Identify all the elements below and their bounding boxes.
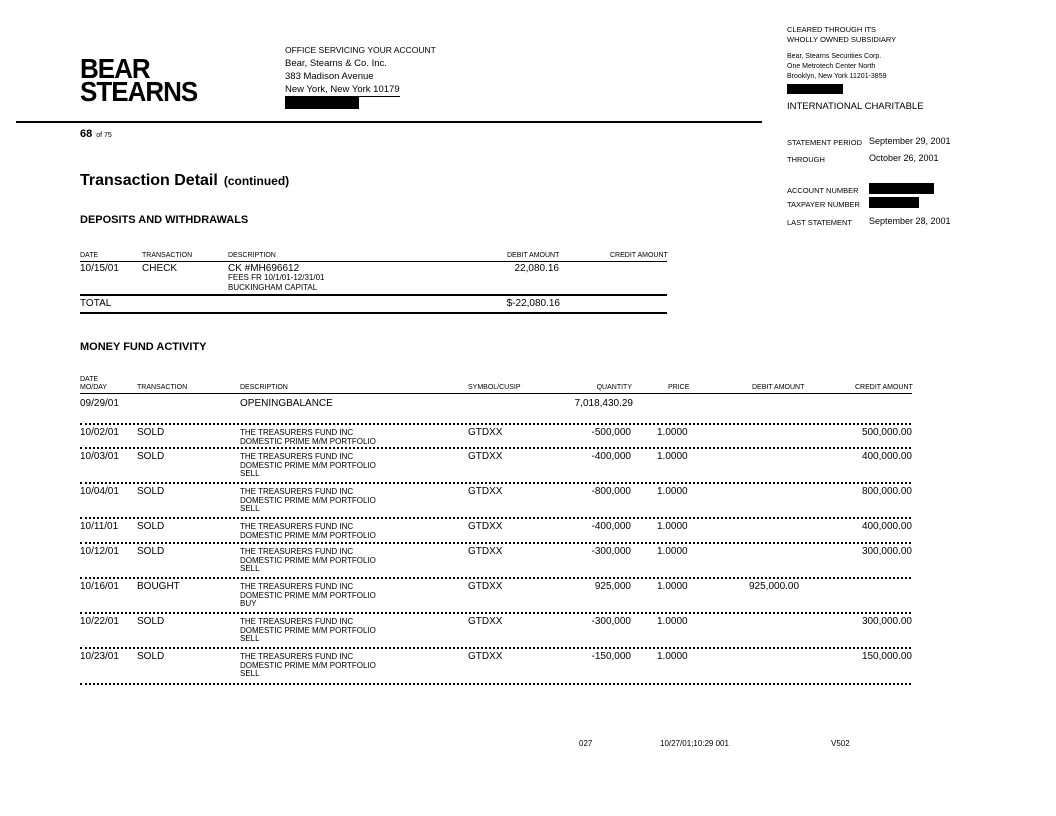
mf-cell-transaction: SOLD [137, 451, 165, 462]
mf-cell-date: 10/23/01 [80, 651, 119, 662]
row-separator [80, 517, 911, 519]
mf-cell-desc1: THE TREASURERS FUND INC [240, 487, 354, 496]
period-label: STATEMENT PERIOD [787, 138, 863, 147]
mf-cell-credit: 400,000.00 [861, 451, 912, 462]
mf-cell-quantity: -400,000 [591, 521, 631, 532]
row-separator [80, 482, 911, 484]
mf-cell-desc1: THE TREASURERS FUND INC [240, 522, 354, 531]
dep-row-date: 10/15/01 [80, 263, 119, 274]
mf-cell-price: 1.0000 [657, 581, 688, 592]
taxpayer-number-redaction [869, 197, 919, 208]
mf-cell-date: 10/02/01 [80, 427, 119, 438]
dep-header-description: DESCRIPTION [228, 252, 276, 259]
title-main: Transaction Detail [80, 172, 218, 189]
mf-cell-price: 1.0000 [657, 451, 688, 462]
mf-cell-date: 10/16/01 [80, 581, 119, 592]
mf-cell-desc2: DOMESTIC PRIME M/M PORTFOLIO [240, 555, 376, 565]
row-separator [80, 542, 911, 544]
redaction-box [787, 84, 843, 94]
mf-cell-desc1: THE TREASURERS FUND INC [240, 428, 354, 437]
mf-cell-date: 10/03/01 [80, 451, 119, 462]
mf-cell-credit: 400,000.00 [861, 521, 912, 532]
mf-cell-symbol: GTDXX [468, 546, 503, 557]
mf-cell-desc2: DOMESTIC PRIME M/M PORTFOLIO [240, 460, 376, 470]
mf-cell-price: 1.0000 [657, 616, 688, 627]
mf-cell-desc1: THE TREASURERS FUND INC [240, 582, 354, 591]
mf-cell-credit: 500,000.00 [861, 427, 912, 438]
mf-cell-desc1: THE TREASURERS FUND INC [240, 547, 354, 556]
clearing-address-1: One Metrotech Center North [787, 63, 876, 70]
office-street: 383 Madison Avenue [285, 71, 374, 82]
mf-cell-symbol: GTDXX [468, 581, 503, 592]
mf-cell-symbol: GTDXX [468, 486, 503, 497]
mf-header-transaction: TRANSACTION [137, 384, 188, 391]
mf-cell-credit: 300,000.00 [861, 546, 912, 557]
redaction-box [285, 96, 359, 109]
deposits-heading: DEPOSITS AND WITHDRAWALS [80, 214, 249, 226]
mf-cell-date: 10/12/01 [80, 546, 119, 557]
mf-cell-debit: 925,000.00 [749, 581, 800, 592]
mf-cell-credit: 300,000.00 [861, 616, 912, 627]
mf-cell-transaction: SOLD [137, 651, 165, 662]
mf-header-date: DATE [80, 376, 99, 383]
office-heading: OFFICE SERVICING YOUR ACCOUNT [285, 45, 436, 55]
mf-cell-desc3: SELL [240, 669, 260, 678]
dep-row-desc-1: CK #MH696612 [228, 263, 300, 274]
mf-cell-price: 1.0000 [657, 486, 688, 497]
mf-cell-desc3: SELL [240, 564, 260, 573]
mf-cell-transaction: SOLD [137, 486, 165, 497]
mf-cell-desc1: THE TREASURERS FUND INC [240, 617, 354, 626]
mf-cell-transaction: BOUGHT [137, 581, 180, 592]
dep-total-rule-top [80, 294, 667, 296]
mf-cell-quantity: -300,000 [591, 616, 631, 627]
logo-line-2: STEARNS [80, 75, 198, 108]
header-rule [16, 121, 762, 123]
mf-header-price: PRICE [668, 384, 690, 391]
bear-stearns-logo [80, 52, 198, 108]
mf-cell-symbol: GTDXX [468, 427, 503, 438]
page-indicator [80, 128, 112, 140]
mf-header-debit: DEBIT AMOUNT [752, 384, 805, 391]
mf-cell-price: 1.0000 [657, 546, 688, 557]
opening-description: OPENINGBALANCE [240, 398, 333, 409]
mf-cell-desc2: DOMESTIC PRIME M/M PORTFOLIO [240, 660, 376, 670]
mf-cell-credit: 150,000.00 [861, 651, 912, 662]
mf-cell-quantity: -150,000 [591, 651, 631, 662]
mf-cell-symbol: GTDXX [468, 451, 503, 462]
mf-header-rule [80, 393, 912, 394]
footer-version: V502 [831, 739, 850, 748]
mf-cell-date: 10/11/01 [80, 521, 119, 532]
row-separator [80, 683, 911, 685]
mf-cell-desc1: THE TREASURERS FUND INC [240, 652, 354, 661]
mf-cell-date: 10/04/01 [80, 486, 119, 497]
mf-cell-quantity: -400,000 [591, 451, 631, 462]
row-separator [80, 647, 911, 649]
mf-cell-desc3: SELL [240, 634, 260, 643]
footer-code: 027 [579, 739, 593, 748]
mf-cell-symbol: GTDXX [468, 616, 503, 627]
row-separator [80, 423, 911, 425]
mf-header-symbol: SYMBOL/CUSIP [468, 384, 521, 391]
mf-cell-symbol: GTDXX [468, 651, 503, 662]
through-label: THROUGH [787, 155, 825, 164]
account-number-redaction [869, 183, 934, 194]
mf-cell-desc3: BUY [240, 599, 257, 608]
mf-cell-desc1: THE TREASURERS FUND INC [240, 452, 354, 461]
period-value: September 29, 2001 [869, 136, 951, 146]
mf-cell-desc2: DOMESTIC PRIME M/M PORTFOLIO [240, 436, 376, 446]
page-title [80, 172, 289, 190]
page-total: of 75 [96, 132, 112, 139]
mf-cell-price: 1.0000 [657, 427, 688, 438]
dep-total-label: TOTAL [80, 298, 112, 309]
mf-cell-transaction: SOLD [137, 427, 165, 438]
mf-header-credit: CREDIT AMOUNT [855, 384, 913, 391]
row-separator [80, 447, 911, 449]
dep-header-debit: DEBIT AMOUNT [507, 252, 560, 259]
taxpayer-number-label: TAXPAYER NUMBER [787, 200, 860, 209]
clearing-info [787, 25, 896, 97]
dep-header-credit: CREDIT AMOUNT [610, 252, 668, 259]
footer-timestamp: 10/27/01;10:29 001 [660, 739, 729, 748]
money-fund-heading: MONEY FUND ACTIVITY [80, 341, 207, 353]
mf-cell-transaction: SOLD [137, 521, 165, 532]
mf-cell-desc3: SELL [240, 504, 260, 513]
clearing-corp: Bear, Stearns Securities Corp. [787, 53, 882, 60]
mf-cell-date: 10/22/01 [80, 616, 119, 627]
dep-header-rule [80, 261, 667, 262]
opening-quantity: 7,018,430.29 [574, 398, 633, 409]
opening-date: 09/29/01 [80, 398, 119, 409]
dep-row-debit: 22,080.16 [514, 263, 559, 274]
dep-row-transaction: CHECK [142, 263, 178, 274]
mf-cell-quantity: -300,000 [591, 546, 631, 557]
dep-header-transaction: TRANSACTION [142, 252, 193, 259]
account-number-label: ACCOUNT NUMBER [787, 186, 859, 195]
mf-cell-quantity: -800,000 [591, 486, 631, 497]
row-separator [80, 577, 911, 579]
mf-cell-price: 1.0000 [657, 651, 688, 662]
office-address [285, 44, 436, 109]
mf-cell-quantity: 925,000 [594, 581, 631, 592]
mf-cell-price: 1.0000 [657, 521, 688, 532]
office-city: New York, New York 10179 [285, 84, 400, 95]
account-name: INTERNATIONAL CHARITABLE [787, 101, 924, 112]
mf-header-quantity: QUANTITY [596, 384, 632, 391]
mf-cell-transaction: SOLD [137, 546, 165, 557]
through-value: October 26, 2001 [869, 153, 939, 163]
last-statement-label: LAST STATEMENT [787, 218, 853, 227]
dep-row-desc-3: BUCKINGHAM CAPITAL [228, 283, 318, 292]
mf-header-moday: MO/DAY [80, 384, 108, 391]
clearing-line-2: WHOLLY OWNED SUBSIDIARY [787, 35, 897, 44]
logo-line-1: BEAR [80, 52, 150, 85]
mf-cell-symbol: GTDXX [468, 521, 503, 532]
dep-row-desc-2: FEES FR 10/1/01-12/31/01 [228, 273, 325, 282]
title-sub: (continued) [223, 174, 290, 188]
dep-header-date: DATE [80, 252, 99, 259]
mf-header-description: DESCRIPTION [240, 384, 288, 391]
mf-cell-desc2: DOMESTIC PRIME M/M PORTFOLIO [240, 530, 376, 540]
mf-cell-desc2: DOMESTIC PRIME M/M PORTFOLIO [240, 495, 376, 505]
dep-total-value: $-22,080.16 [506, 298, 560, 309]
office-name: Bear, Stearns & Co. Inc. [285, 58, 387, 69]
clearing-address-2: Brooklyn, New York 11201-3859 [787, 73, 887, 80]
row-separator [80, 612, 911, 614]
mf-cell-desc2: DOMESTIC PRIME M/M PORTFOLIO [240, 590, 376, 600]
mf-cell-desc3: SELL [240, 469, 260, 478]
page-current: 68 [80, 128, 93, 140]
clearing-line-1: CLEARED THROUGH ITS [787, 25, 877, 34]
mf-cell-desc2: DOMESTIC PRIME M/M PORTFOLIO [240, 625, 376, 635]
dep-total-rule-bottom [80, 312, 667, 314]
mf-cell-credit: 800,000.00 [861, 486, 912, 497]
last-statement-value: September 28, 2001 [869, 216, 951, 226]
mf-cell-quantity: -500,000 [591, 427, 631, 438]
mf-cell-transaction: SOLD [137, 616, 165, 627]
